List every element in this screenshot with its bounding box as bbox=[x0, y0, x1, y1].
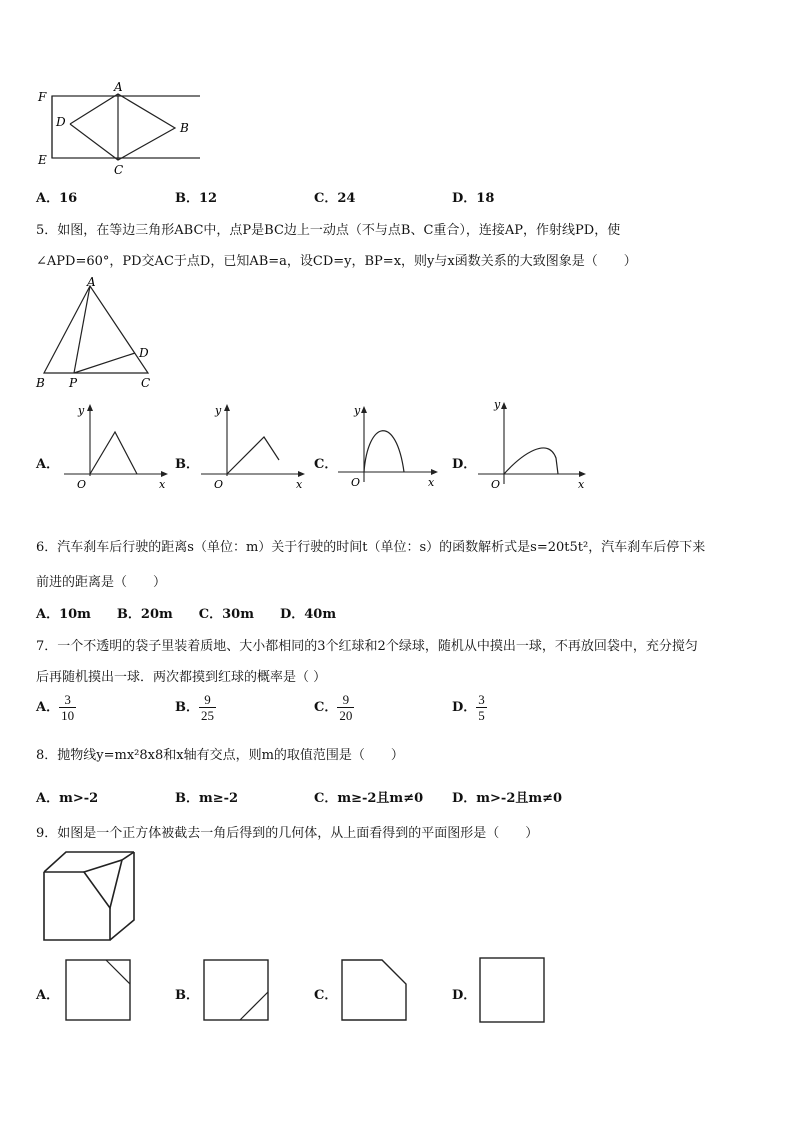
q5-graph-c bbox=[334, 400, 444, 490]
q9-option-c-shape bbox=[338, 956, 410, 1024]
q9-text-line1: 9．如图是一个正方体被截去一角后得到的几何体，从上面看得到的平面图形是（ ） bbox=[36, 826, 539, 841]
q9-cut-face bbox=[84, 860, 122, 908]
svg-text:y: y bbox=[215, 404, 222, 417]
svg-text:y: y bbox=[494, 398, 501, 411]
svg-text:x: x bbox=[296, 478, 303, 490]
q4-label-d: D bbox=[56, 115, 66, 129]
q7-option-b: B． $\frac{9}{25}$ bbox=[175, 692, 214, 723]
q5-label-p: P bbox=[69, 376, 78, 390]
q9-option-a-shape bbox=[62, 956, 134, 1024]
q9-option-c-label: C． bbox=[314, 988, 338, 1003]
svg-text:O: O bbox=[351, 476, 361, 489]
q5-triangle-figure bbox=[30, 276, 160, 392]
q7-text-line2: 后再随机摸出一球．两次都摸到红球的概率是（ ） bbox=[36, 670, 327, 685]
svg-text:O: O bbox=[214, 478, 224, 490]
svg-text:y: y bbox=[78, 404, 85, 417]
q5-text-line1: 5．如图，在等边三角形ABC中，点P是BC边上一动点（不与点B、C重合），连接AP，作射线PD，使 bbox=[36, 223, 621, 238]
q4-option-a: A．16 bbox=[36, 191, 78, 206]
q4-label-c: C bbox=[114, 163, 124, 177]
q9-option-b-label: B． bbox=[175, 988, 199, 1003]
q9-option-d-shape bbox=[476, 954, 548, 1026]
q7-text-line1: 7．一个不透明的袋子里装着质地、大小都相同的3个红球和2个绿球，随机从中摸出一球，不再放回袋中，充分搅匀 bbox=[36, 639, 698, 654]
q5-option-b-label: B． bbox=[175, 457, 199, 472]
q4-figure bbox=[30, 80, 200, 180]
svg-text:x: x bbox=[428, 476, 435, 489]
q4-option-c: C．24 bbox=[314, 191, 356, 206]
q9-option-d-label: D． bbox=[452, 988, 477, 1003]
q5-label-c: C bbox=[141, 376, 151, 390]
q5-label-d: D bbox=[139, 346, 149, 360]
q8-text-line1: 8．抛物线y=mx²8x8和x轴有交点，则m的取值范围是（ ） bbox=[36, 748, 404, 763]
q4-option-d: D．18 bbox=[452, 191, 495, 206]
q5-option-a-label: A． bbox=[36, 457, 60, 472]
q8-option-c: C．m≥-2且m≠0 bbox=[314, 791, 424, 806]
q5-segment-ap bbox=[74, 286, 90, 373]
q5-graph-a bbox=[60, 400, 170, 490]
q5-graph-a-curve bbox=[90, 432, 137, 474]
q5-graph-d bbox=[474, 398, 590, 490]
q4-label-f: F bbox=[38, 90, 47, 104]
q4-label-e: E bbox=[38, 153, 47, 167]
q5-graph-d-curve bbox=[504, 448, 558, 474]
q5-option-d-label: D． bbox=[452, 457, 477, 472]
q6-text-line1: 6．汽车刹车后行驶的距离s（单位：m）关于行驶的时间t（单位：s）的函数解析式是s=20t5t²，汽车刹车后停下来 bbox=[36, 540, 706, 555]
q5-triangle-abc bbox=[44, 286, 148, 373]
q9-option-a-label: A． bbox=[36, 988, 60, 1003]
svg-text:O: O bbox=[77, 478, 87, 490]
q8-option-a: A．m>-2 bbox=[36, 791, 99, 806]
q5-label-b: B bbox=[36, 376, 45, 390]
svg-text:x: x bbox=[159, 478, 166, 490]
q6-options: A．10m B．20m C．30m D．40m bbox=[36, 607, 337, 622]
q9-option-b-shape bbox=[200, 956, 272, 1024]
svg-text:y: y bbox=[354, 404, 361, 417]
q4-label-a: A bbox=[114, 80, 123, 94]
q4-label-b: B bbox=[180, 121, 189, 135]
q7-option-d: D． $\frac{3}{5}$ bbox=[452, 692, 485, 723]
q5-graph-b-curve bbox=[227, 437, 279, 474]
q8-option-b: B．m≥-2 bbox=[175, 791, 239, 806]
q4-rhombus bbox=[70, 94, 175, 160]
q5-option-c-label: C． bbox=[314, 457, 338, 472]
svg-text:x: x bbox=[578, 478, 585, 490]
q5-text-line2: ∠APD=60°，PD交AC于点D，已知AB=a，设CD=y，BP=x，则y与x函数关系的大致图象是（ ） bbox=[36, 254, 637, 269]
q9-cube-figure bbox=[36, 848, 146, 948]
q6-text-line2: 前进的距离是（ ） bbox=[36, 575, 167, 590]
q4-option-b: B．12 bbox=[175, 191, 218, 206]
q5-graph-b bbox=[197, 400, 307, 490]
q8-option-d: D．m>-2且m≠0 bbox=[452, 791, 563, 806]
q5-segment-pd bbox=[74, 353, 135, 373]
q5-label-a: A bbox=[87, 276, 96, 289]
q5-graph-c-curve bbox=[364, 431, 404, 472]
q7-option-a: A． $\frac{3}{10}$ bbox=[36, 692, 75, 723]
svg-text:O: O bbox=[491, 478, 501, 490]
q7-option-c: C． $\frac{9}{20}$ bbox=[314, 692, 353, 723]
